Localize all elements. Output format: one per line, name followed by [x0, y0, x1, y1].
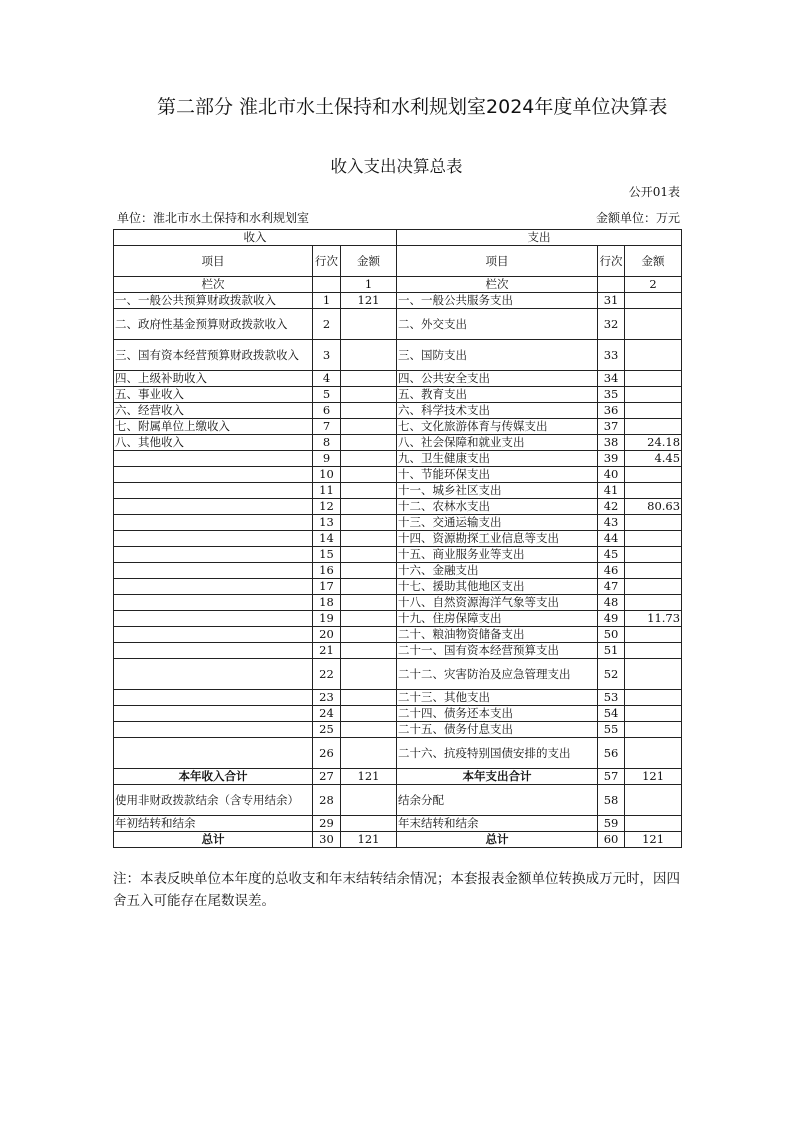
expense-item: 十、节能环保支出 [397, 467, 598, 483]
expense-item: 九、卫生健康支出 [397, 451, 598, 467]
table-row [114, 531, 682, 547]
income-total-row-label: 总计 [114, 832, 313, 848]
expense-line-no: 46 [598, 563, 625, 579]
expense-item: 二十一、国有资本经营预算支出 [397, 643, 598, 659]
income-line-no: 21 [313, 643, 341, 659]
expense-item: 二十六、抗疫特别国债安排的支出 [397, 738, 598, 769]
income-line-no: 3 [313, 340, 341, 371]
income-item [114, 690, 313, 706]
expense-amount: 80.63 [625, 499, 682, 515]
expense-amount: 11.73 [625, 611, 682, 627]
expense-total-row-amount: 121 [625, 832, 682, 848]
expense-amount [625, 515, 682, 531]
income-line-no: 6 [313, 403, 341, 419]
page-title: 第二部分 淮北市水土保持和水利规划室2024年度单位决算表 [157, 96, 668, 118]
amount-unit-label: 金额单位：万元 [595, 211, 680, 225]
expense-amount [625, 531, 682, 547]
income-amount [341, 627, 397, 643]
income-line-no: 13 [313, 515, 341, 531]
expense-amount [625, 722, 682, 738]
income-line-no: 10 [313, 467, 341, 483]
income-item [114, 547, 313, 563]
expense-amount [625, 627, 682, 643]
expense-line-no: 31 [598, 293, 625, 309]
income-item: 一、一般公共预算财政拨款收入 [114, 293, 313, 309]
income-amount [341, 706, 397, 722]
income-line-no: 22 [313, 659, 341, 690]
expense-amount [625, 659, 682, 690]
expense-item: 二十五、债务付息支出 [397, 722, 598, 738]
expense-amount [625, 483, 682, 499]
expense-line-no: 38 [598, 435, 625, 451]
expense-item: 十六、金融支出 [397, 563, 598, 579]
income-amount [341, 419, 397, 435]
expense-item: 八、社会保障和就业支出 [397, 435, 598, 451]
expense-amount [625, 816, 682, 832]
expense-line-no: 42 [598, 499, 625, 515]
income-amount [341, 785, 397, 816]
income-column-number: 1 [341, 277, 397, 293]
expense-column-label: 栏次 [397, 277, 598, 293]
income-item [114, 467, 313, 483]
expense-line-no: 37 [598, 419, 625, 435]
expense-amount [625, 563, 682, 579]
expense-item: 十九、住房保障支出 [397, 611, 598, 627]
expense-item: 六、科学技术支出 [397, 403, 598, 419]
expense-line-no: 58 [598, 785, 625, 816]
income-item: 年初结转和结余 [114, 816, 313, 832]
expense-amount [625, 690, 682, 706]
income-item: 八、其他收入 [114, 435, 313, 451]
expense-amount-col-header: 金额 [625, 246, 682, 277]
expense-amount [625, 309, 682, 340]
expense-item: 二十、粮油物资储备支出 [397, 627, 598, 643]
expense-total-row-line-no: 60 [598, 832, 625, 848]
expense-amount: 4.45 [625, 451, 682, 467]
table-row [114, 579, 682, 595]
expense-line-no: 56 [598, 738, 625, 769]
expense-amount [625, 403, 682, 419]
income-item [114, 483, 313, 499]
table-row [114, 611, 682, 627]
expense-line-no: 36 [598, 403, 625, 419]
income-line-no: 4 [313, 371, 341, 387]
income-line-no: 7 [313, 419, 341, 435]
expense-amount [625, 643, 682, 659]
income-item [114, 595, 313, 611]
income-item [114, 611, 313, 627]
expense-amount [625, 706, 682, 722]
expense-item: 十四、资源勘探工业信息等支出 [397, 531, 598, 547]
income-subtotal-row-amount: 121 [341, 769, 397, 785]
income-line-no: 18 [313, 595, 341, 611]
expense-line-no: 59 [598, 816, 625, 832]
income-line-no: 26 [313, 738, 341, 769]
income-amount [341, 595, 397, 611]
expense-amount [625, 467, 682, 483]
expense-item: 二十四、债务还本支出 [397, 706, 598, 722]
income-amount [341, 643, 397, 659]
income-item: 三、国有资本经营预算财政拨款收入 [114, 340, 313, 371]
footnote: 注：本表反映单位本年度的总收支和年末结转结余情况；本套报表金额单位转换成万元时，因四舍五入可能存在尾数误差。 [113, 871, 680, 909]
expense-line-no: 48 [598, 595, 625, 611]
income-line-no: 19 [313, 611, 341, 627]
income-item [114, 531, 313, 547]
table-row [114, 467, 682, 483]
expense-subtotal-row-label: 本年支出合计 [397, 769, 598, 785]
expense-item: 十七、援助其他地区支出 [397, 579, 598, 595]
income-amount [341, 371, 397, 387]
subtotal-row [114, 769, 682, 785]
expense-line-no: 35 [598, 387, 625, 403]
income-line-no: 12 [313, 499, 341, 515]
expense-line-no: 49 [598, 611, 625, 627]
table-row [114, 293, 682, 309]
expense-line-no: 41 [598, 483, 625, 499]
expense-item: 十五、商业服务业等支出 [397, 547, 598, 563]
expense-amount [625, 579, 682, 595]
expense-item: 四、公共安全支出 [397, 371, 598, 387]
income-item: 四、上级补助收入 [114, 371, 313, 387]
income-item [114, 627, 313, 643]
income-item [114, 515, 313, 531]
income-item [114, 706, 313, 722]
table-row [114, 706, 682, 722]
income-amount-col-header: 金额 [341, 246, 397, 277]
expense-line-no: 51 [598, 643, 625, 659]
expense-item: 七、文化旅游体育与传媒支出 [397, 419, 598, 435]
income-item: 七、附属单位上缴收入 [114, 419, 313, 435]
expense-amount [625, 340, 682, 371]
expense-amount: 24.18 [625, 435, 682, 451]
expense-line-no: 43 [598, 515, 625, 531]
table-row [114, 371, 682, 387]
expense-amount [625, 371, 682, 387]
expense-line-no: 40 [598, 467, 625, 483]
total-row [114, 832, 682, 848]
income-item [114, 659, 313, 690]
expense-item: 二十三、其他支出 [397, 690, 598, 706]
expense-item: 五、教育支出 [397, 387, 598, 403]
table-row [114, 722, 682, 738]
income-subtotal-row-line-no: 27 [313, 769, 341, 785]
income-item: 使用非财政拨款结余（含专用结余） [114, 785, 313, 816]
income-line-no: 17 [313, 579, 341, 595]
expense-item: 一、一般公共服务支出 [397, 293, 598, 309]
expense-amount [625, 419, 682, 435]
expense-line-no: 47 [598, 579, 625, 595]
income-item [114, 451, 313, 467]
income-item: 二、政府性基金预算财政拨款收入 [114, 309, 313, 340]
table-row [114, 499, 682, 515]
form-code: 公开01表 [628, 185, 680, 199]
income-amount [341, 579, 397, 595]
expense-item: 年末结转和结余 [397, 816, 598, 832]
table-row [114, 627, 682, 643]
income-amount [341, 387, 397, 403]
unit-label: 单位：淮北市水土保持和水利规划室 [117, 211, 310, 225]
income-column-label: 栏次 [114, 277, 313, 293]
income-amount [341, 659, 397, 690]
expense-line-no: 32 [598, 309, 625, 340]
expense-line-no: 55 [598, 722, 625, 738]
table-row [114, 738, 682, 769]
income-amount [341, 499, 397, 515]
expense-item: 十一、城乡社区支出 [397, 483, 598, 499]
expense-item: 二十二、灾害防治及应急管理支出 [397, 659, 598, 690]
expense-line-no: 45 [598, 547, 625, 563]
income-total-row-amount: 121 [341, 832, 397, 848]
income-item: 六、经营收入 [114, 403, 313, 419]
expense-amount [625, 547, 682, 563]
expense-item: 十三、交通运输支出 [397, 515, 598, 531]
income-line-no: 24 [313, 706, 341, 722]
table-row [114, 419, 682, 435]
income-header: 收入 [114, 230, 397, 246]
expense-item-col-header: 项目 [397, 246, 598, 277]
expense-item: 十八、自然资源海洋气象等支出 [397, 595, 598, 611]
income-amount [341, 816, 397, 832]
expense-subtotal-row-line-no: 57 [598, 769, 625, 785]
income-amount [341, 563, 397, 579]
income-line-no: 8 [313, 435, 341, 451]
expense-amount [625, 738, 682, 769]
expense-line-no: 39 [598, 451, 625, 467]
table-row [114, 387, 682, 403]
table-row [114, 690, 682, 706]
expense-amount [625, 387, 682, 403]
table-row [114, 547, 682, 563]
income-item: 五、事业收入 [114, 387, 313, 403]
expense-amount [625, 785, 682, 816]
expense-item: 二、外交支出 [397, 309, 598, 340]
income-item [114, 499, 313, 515]
income-item [114, 722, 313, 738]
income-total-row-line-no: 30 [313, 832, 341, 848]
income-item [114, 738, 313, 769]
expense-line-no: 53 [598, 690, 625, 706]
expense-line-no: 50 [598, 627, 625, 643]
expense-line-no: 54 [598, 706, 625, 722]
income-line-no: 28 [313, 785, 341, 816]
expense-subtotal-row-amount: 121 [625, 769, 682, 785]
income-subtotal-row-label: 本年收入合计 [114, 769, 313, 785]
income-line-no: 15 [313, 547, 341, 563]
table-row [114, 643, 682, 659]
table-row [114, 340, 682, 371]
expense-item: 结余分配 [397, 785, 598, 816]
income-line-no: 9 [313, 451, 341, 467]
table-row [114, 515, 682, 531]
expense-amount [625, 293, 682, 309]
income-item [114, 643, 313, 659]
income-amount [341, 515, 397, 531]
income-line-no: 16 [313, 563, 341, 579]
table-row [114, 435, 682, 451]
expense-line-col-header: 行次 [598, 246, 625, 277]
table-row [114, 563, 682, 579]
expense-line-no: 52 [598, 659, 625, 690]
expense-item: 三、国防支出 [397, 340, 598, 371]
table-row [114, 451, 682, 467]
income-expense-table [113, 229, 682, 848]
expense-line-no: 44 [598, 531, 625, 547]
income-line-no: 25 [313, 722, 341, 738]
income-amount [341, 483, 397, 499]
income-amount [341, 611, 397, 627]
income-amount [341, 738, 397, 769]
balance-row [114, 785, 682, 816]
income-amount [341, 309, 397, 340]
income-amount [341, 547, 397, 563]
income-amount [341, 435, 397, 451]
income-amount [341, 340, 397, 371]
income-amount [341, 531, 397, 547]
table-row [114, 659, 682, 690]
income-line-no: 1 [313, 293, 341, 309]
income-line-no: 11 [313, 483, 341, 499]
expense-item: 十二、农林水支出 [397, 499, 598, 515]
income-amount [341, 451, 397, 467]
expense-column-number: 2 [625, 277, 682, 293]
income-line-no: 14 [313, 531, 341, 547]
expense-amount [625, 595, 682, 611]
income-amount: 121 [341, 293, 397, 309]
table-title: 收入支出决算总表 [330, 157, 463, 176]
income-amount [341, 722, 397, 738]
expense-line-no: 33 [598, 340, 625, 371]
expense-header: 支出 [397, 230, 682, 246]
expense-total-row-label: 总计 [397, 832, 598, 848]
income-line-no: 23 [313, 690, 341, 706]
income-amount [341, 403, 397, 419]
table-row [114, 403, 682, 419]
table-row [114, 309, 682, 340]
income-line-no: 29 [313, 816, 341, 832]
table-row [114, 595, 682, 611]
income-line-no: 20 [313, 627, 341, 643]
income-line-no: 5 [313, 387, 341, 403]
table-row [114, 483, 682, 499]
expense-line-no: 34 [598, 371, 625, 387]
balance-row [114, 816, 682, 832]
income-amount [341, 467, 397, 483]
income-item [114, 579, 313, 595]
income-amount [341, 690, 397, 706]
income-item-col-header: 项目 [114, 246, 313, 277]
income-line-col-header: 行次 [313, 246, 341, 277]
income-line-no: 2 [313, 309, 341, 340]
income-item [114, 563, 313, 579]
